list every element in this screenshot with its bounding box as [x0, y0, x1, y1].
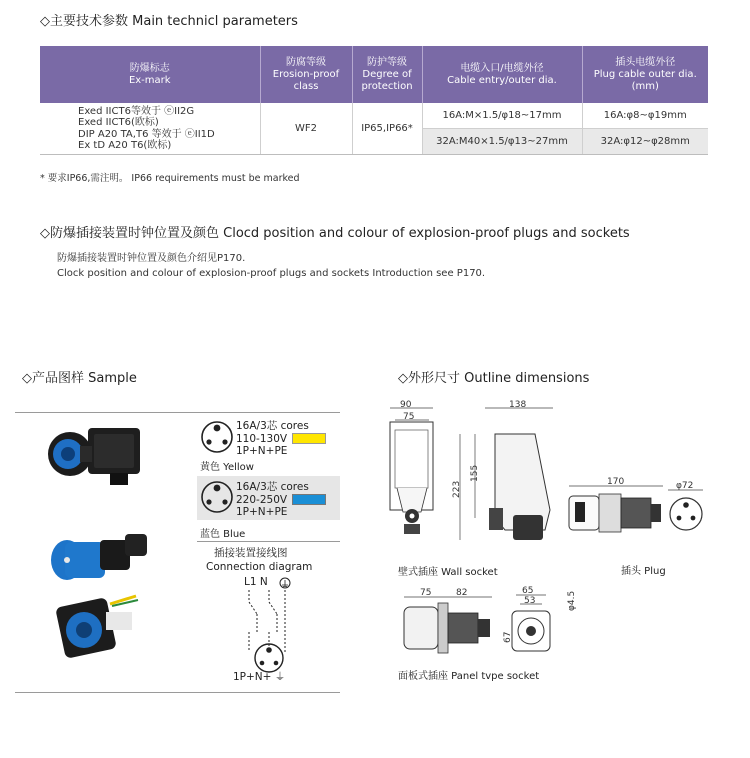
section-title-clock: ◇防爆插接装置时钟位置及颜色 Clocd position and colour of explosion-proof plugs and sockets	[40, 226, 630, 241]
connection-caption: 1P+N+ ⏚	[233, 671, 286, 683]
sample-divider-top	[15, 412, 340, 413]
erosion-class-cell: WF2	[260, 103, 352, 155]
dim-155: 155	[470, 464, 480, 482]
variant-yellow-specs: 16A/3芯 cores 110-130V 1P+N+PE	[236, 420, 326, 458]
dim-p45: φ4.5	[567, 590, 577, 611]
dim-p67: 67	[503, 631, 513, 643]
wall-socket-caption: 壁式插座 Wall socket	[398, 567, 498, 578]
header-plug-dia: 插头电缆外径 Plug cable outer dia. (mm)	[582, 46, 708, 103]
protection-cell: IP65,IP66*	[352, 103, 422, 155]
clock-text-en: Clock position and colour of explosion-proof plugs and sockets Introduction see P170.	[57, 268, 486, 279]
cable-entry-16a: 16A:M×1.5/φ18~17mm	[422, 103, 582, 129]
cable-entry-32a: 32A:M40×1.5/φ13~27mm	[422, 129, 582, 155]
dim-p82: 82	[456, 588, 468, 598]
section-title-sample: ◇产品图样 Sample	[22, 371, 137, 386]
header-protection: 防护等级 Degree of protection	[352, 46, 422, 103]
plug-photo	[45, 520, 155, 582]
plug-caption: 插头 Plug	[621, 566, 666, 577]
clock-text-zh: 防爆插接装置时钟位置及颜色介绍见P170.	[57, 253, 246, 264]
yellow-swatch	[292, 433, 326, 444]
sample-divider-bottom	[15, 692, 340, 693]
variant-blue-specs: 16A/3芯 cores 220-250V 1P+N+PE	[236, 481, 326, 519]
dim-90: 90	[400, 400, 412, 410]
socket-face-icon-yellow	[200, 420, 234, 454]
ip66-note: * 要求IP66,需注明。 IP66 requirements must be marked	[40, 173, 300, 184]
panel-socket-drawing	[398, 585, 578, 665]
ex-mark-cell: Exed IICT6等效于 ⓔII2G Exed IICT6(欧标) DIP A20 TA,T6 等效于 ⓔII1D Ex tD A20 T6(欧标)	[40, 103, 260, 155]
dim-d72: φ72	[676, 481, 694, 491]
panel-socket-photo	[40, 590, 150, 662]
connection-diagram-title-en: Connection diagram	[206, 561, 313, 573]
dim-p75: 75	[420, 588, 432, 598]
plug-drawing	[563, 470, 713, 550]
connection-diagram-title-zh: 插接装置接线图	[214, 547, 288, 559]
plug-dia-32a: 32A:φ12~φ28mm	[582, 129, 708, 155]
dim-p53: 53	[524, 596, 536, 606]
terminal-labels: L1 N	[244, 576, 268, 588]
header-ex-mark: 防爆标志 Ex-mark	[40, 46, 260, 103]
variant-blue-label: 蓝色 Blue	[200, 529, 246, 540]
header-erosion: 防腐等级 Erosion-proof class	[260, 46, 352, 103]
header-cable-entry: 电缆入口/电缆外径 Cable entry/outer dia.	[422, 46, 582, 103]
dim-170: 170	[607, 477, 625, 487]
variant-yellow-label: 黄色 Yellow	[200, 462, 254, 473]
wall-socket-drawing	[385, 400, 565, 550]
dim-75: 75	[403, 412, 415, 422]
sample-divider-mid	[197, 541, 340, 542]
plug-dia-16a: 16A:φ8~φ19mm	[582, 103, 708, 129]
earth-icon: ⏚	[271, 671, 286, 683]
section-title-outline: ◇外形尺寸 Outline dimensions	[398, 371, 590, 386]
socket-face-icon-blue	[200, 480, 234, 514]
dim-p65: 65	[522, 586, 534, 596]
parameter-table	[40, 46, 708, 155]
panel-socket-caption: 面板式插座 Panel tvpe socket	[398, 671, 540, 682]
blue-swatch	[292, 494, 326, 505]
dim-223: 223	[452, 480, 462, 498]
wall-socket-photo	[40, 418, 150, 488]
section-title-parameters: ◇主要技术参数 Main technicl parameters	[40, 14, 298, 29]
dim-138: 138	[509, 400, 527, 410]
